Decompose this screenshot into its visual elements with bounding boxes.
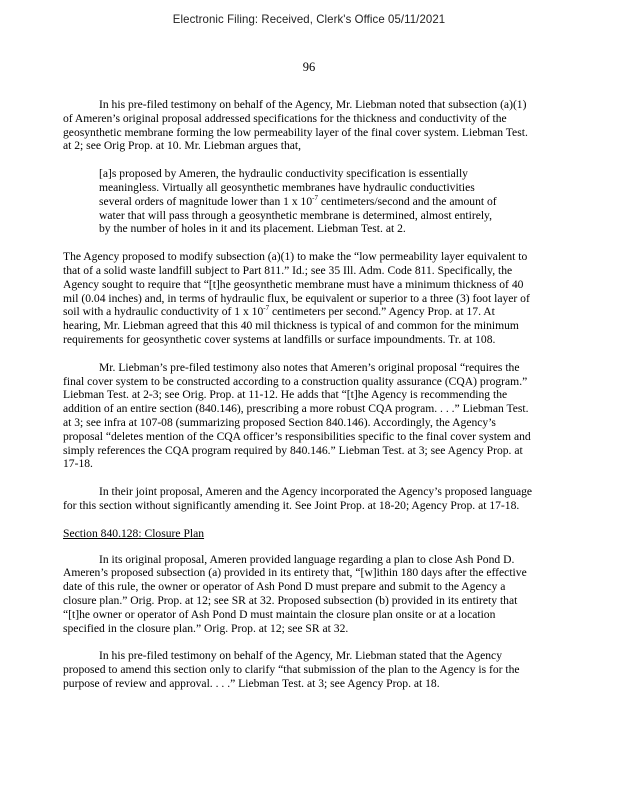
section-heading: Section 840.128: Closure Plan	[63, 526, 205, 540]
paragraph-2-text-b: centimeters per second.” Agency Prop. at 17. At hearing, Mr. Liebman agreed that this 40 mil thickness is typical of and common for the minimum requirements for geosynthetic cover systems at landfills or surface impoundments. Tr. at 108.	[63, 305, 519, 346]
document-body	[63, 98, 533, 705]
paragraph-1: In his pre-filed testimony on behalf of the Agency, Mr. Liebman noted that subsection (a)(1) of Ameren’s original proposal addressed specifications for the thickness and conductivity of the geosynthetic membrane forming the low permeability layer of the final cover system. Liebman Test. at 2; see Orig Prop. at 10. Mr. Liebman argues that,	[63, 98, 528, 153]
filing-stamp: Electronic Filing: Received, Clerk's Office 05/11/2021	[172, 12, 446, 26]
paragraph-3: Mr. Liebman’s pre-filed testimony also notes that Ameren’s original proposal “requires the final cover system to be constructed according to a construction quality assurance (CQA) program.” Liebman Test. at 2-3; see Orig. Prop. at 11-12. He adds that “[t]he Agency is recommending the addition of an entire section (840.146), prescribing a more robust CQA program. . . .” Liebman Test. at 3; see infra at 107-08 (summarizing proposed Section 840.146). Accordingly, the Agency’s proposal “deletes mention of the CQA officer’s responsibilities specific to the final cover system and simply references the CQA program required by 840.146.” Liebman Test. at 3; see Agency Prop. at 17-18.	[63, 360, 531, 471]
quote-text-a: [a]s proposed by Ameren, the hydraulic conductivity specification is essentially meaningless. Virtually all geosynthetic membranes have hydraulic conductivities several orders of magnitude lower than 1 x 10	[99, 167, 475, 208]
paragraph-2	[63, 250, 533, 347]
paragraph-2-exponent: -7	[263, 304, 270, 313]
paragraph-2-text-a: The Agency proposed to modify subsection (a)(1) to make the “low permeability layer equivalent to that of a solid waste landfill subject to Part 811.” Id.; see 35 Ill. Adm. Code 811. Specifically, the Agency sought to require that “[t]he geosynthetic membrane must have a minimum thickness of 40 mil (0.04 inches) and, in terms of hydraulic flux, be equivalent or superior to a three (3) foot layer of soil with a hydraulic conductivity of 1 x 10	[63, 250, 530, 319]
quote-exponent: -7	[312, 193, 318, 202]
quote-text-b: centimeters/second and the amount of water that will pass through a geosynthetic membrane is determined, almost entirely, by the number of holes in it and its placement. Liebman Test. at 2.	[99, 194, 497, 236]
paragraph-5: In its original proposal, Ameren provided language regarding a plan to close Ash Pond D. Ameren’s proposed subsection (a) provided in its entirety that, “[w]ithin 180 days after the effective date of this rule, the owner or operator of Ash Pond D must prepare and submit to the Agency a closure plan.” Orig. Prop. at 12; see SR at 32. Proposed subsection (b) provided in its entirety that “[t]he owner or operator of Ash Pond D must maintain the closure plan onsite or at a location specified in the closure plan.” Orig. Prop. at 12; see SR at 32.	[63, 552, 527, 635]
block-quote	[99, 167, 497, 236]
page-number: 96	[302, 60, 316, 74]
paragraph-4: In their joint proposal, Ameren and the Agency incorporated the Agency’s proposed language for this section without significantly amending it. See Joint Prop. at 18-20; Agency Prop. at 17-18.	[63, 485, 533, 512]
paragraph-6: In his pre-filed testimony on behalf of the Agency, Mr. Liebman stated that the Agency proposed to amend this section only to clarify “that submission of the plan to the Agency is for the purpose of review and approval. . . .” Liebman Test. at 3; see Agency Prop. at 18.	[63, 649, 520, 690]
